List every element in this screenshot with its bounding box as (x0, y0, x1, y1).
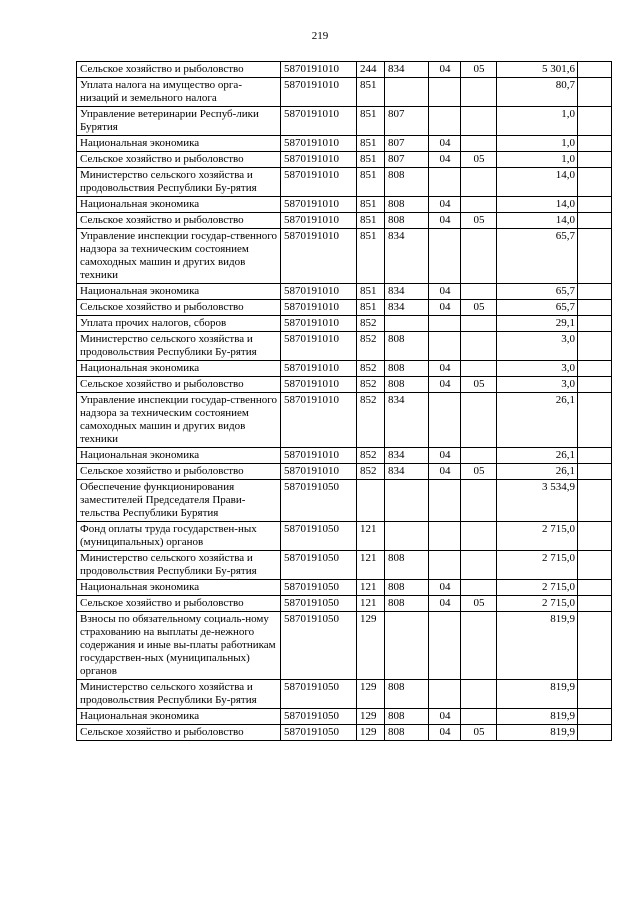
row-section: 04 (429, 300, 461, 316)
row-amount: 2 715,0 (497, 596, 578, 612)
table-row (77, 480, 612, 522)
row-ministry-code: 808 (385, 213, 429, 229)
table-row (77, 448, 612, 464)
table-row (77, 152, 612, 168)
row-target-code: 5870191010 (281, 448, 357, 464)
row-subsection (461, 107, 497, 136)
budget-table (76, 61, 612, 741)
row-target-code: 5870191010 (281, 361, 357, 377)
row-name: Уплата прочих налогов, сборов (77, 316, 281, 332)
row-name: Сельское хозяйство и рыболовство (77, 152, 281, 168)
table-row (77, 361, 612, 377)
row-expense-type: 852 (357, 393, 385, 448)
row-subsection: 05 (461, 62, 497, 78)
row-section (429, 78, 461, 107)
row-expense-type: 121 (357, 551, 385, 580)
row-amount: 1,0 (497, 136, 578, 152)
table-row (77, 680, 612, 709)
row-expense-type: 852 (357, 448, 385, 464)
table-row (77, 551, 612, 580)
row-amount: 2 715,0 (497, 580, 578, 596)
row-target-code: 5870191010 (281, 213, 357, 229)
row-empty-cell (578, 725, 612, 741)
row-section (429, 393, 461, 448)
row-subsection (461, 332, 497, 361)
row-amount: 2 715,0 (497, 551, 578, 580)
row-ministry-code: 834 (385, 393, 429, 448)
row-ministry-code (385, 522, 429, 551)
row-expense-type: 851 (357, 300, 385, 316)
row-target-code: 5870191010 (281, 464, 357, 480)
row-section (429, 229, 461, 284)
row-section: 04 (429, 464, 461, 480)
row-name: Управление ветеринарии Респуб-лики Бурятия (77, 107, 281, 136)
table-row (77, 229, 612, 284)
row-subsection (461, 709, 497, 725)
row-expense-type: 129 (357, 612, 385, 680)
row-section (429, 522, 461, 551)
row-ministry-code: 808 (385, 709, 429, 725)
row-name: Сельское хозяйство и рыболовство (77, 300, 281, 316)
row-amount: 2 715,0 (497, 522, 578, 551)
row-expense-type: 852 (357, 332, 385, 361)
row-target-code: 5870191050 (281, 596, 357, 612)
row-amount: 1,0 (497, 152, 578, 168)
row-empty-cell (578, 361, 612, 377)
page-number: 219 (311, 30, 329, 42)
row-target-code: 5870191050 (281, 709, 357, 725)
row-section: 04 (429, 136, 461, 152)
row-empty-cell (578, 136, 612, 152)
row-subsection (461, 580, 497, 596)
row-subsection: 05 (461, 464, 497, 480)
row-name: Фонд оплаты труда государствен-ных (муниципальных) органов (77, 522, 281, 551)
table-row (77, 300, 612, 316)
row-target-code: 5870191050 (281, 522, 357, 551)
table-row (77, 393, 612, 448)
row-target-code: 5870191010 (281, 152, 357, 168)
row-amount: 3,0 (497, 361, 578, 377)
row-subsection (461, 197, 497, 213)
table-row (77, 197, 612, 213)
row-ministry-code: 834 (385, 448, 429, 464)
row-amount: 14,0 (497, 168, 578, 197)
row-name: Сельское хозяйство и рыболовство (77, 725, 281, 741)
row-ministry-code: 808 (385, 332, 429, 361)
row-expense-type: 851 (357, 78, 385, 107)
row-target-code: 5870191010 (281, 332, 357, 361)
row-expense-type: 851 (357, 197, 385, 213)
row-ministry-code: 808 (385, 168, 429, 197)
row-amount: 819,9 (497, 612, 578, 680)
row-amount: 14,0 (497, 213, 578, 229)
table-row (77, 213, 612, 229)
table-row (77, 168, 612, 197)
row-amount: 819,9 (497, 725, 578, 741)
row-name: Сельское хозяйство и рыболовство (77, 596, 281, 612)
row-target-code: 5870191050 (281, 680, 357, 709)
row-expense-type: 852 (357, 316, 385, 332)
row-target-code: 5870191010 (281, 78, 357, 107)
row-amount: 29,1 (497, 316, 578, 332)
row-expense-type: 851 (357, 213, 385, 229)
row-subsection: 05 (461, 300, 497, 316)
table-row (77, 709, 612, 725)
row-name: Национальная экономика (77, 197, 281, 213)
table-row (77, 107, 612, 136)
row-expense-type: 851 (357, 229, 385, 284)
row-expense-type: 852 (357, 361, 385, 377)
row-expense-type: 121 (357, 596, 385, 612)
row-section: 04 (429, 580, 461, 596)
row-empty-cell (578, 393, 612, 448)
table-row (77, 377, 612, 393)
row-target-code: 5870191010 (281, 229, 357, 284)
row-empty-cell (578, 284, 612, 300)
row-ministry-code (385, 78, 429, 107)
row-expense-type: 851 (357, 152, 385, 168)
row-target-code: 5870191010 (281, 316, 357, 332)
row-empty-cell (578, 551, 612, 580)
row-target-code: 5870191010 (281, 136, 357, 152)
row-target-code: 5870191050 (281, 480, 357, 522)
table-row (77, 464, 612, 480)
row-target-code: 5870191050 (281, 580, 357, 596)
row-target-code: 5870191050 (281, 725, 357, 741)
row-name: Министерство сельского хозяйства и продовольствия Республики Бу-рятия (77, 551, 281, 580)
row-name: Национальная экономика (77, 284, 281, 300)
row-empty-cell (578, 464, 612, 480)
row-section: 04 (429, 725, 461, 741)
row-subsection (461, 229, 497, 284)
row-target-code: 5870191010 (281, 284, 357, 300)
row-section: 04 (429, 213, 461, 229)
row-section: 04 (429, 284, 461, 300)
row-subsection (461, 168, 497, 197)
row-expense-type: 851 (357, 107, 385, 136)
row-ministry-code: 808 (385, 197, 429, 213)
row-expense-type: 851 (357, 136, 385, 152)
row-ministry-code: 834 (385, 229, 429, 284)
row-subsection (461, 680, 497, 709)
row-name: Министерство сельского хозяйства и продовольствия Республики Бу-рятия (77, 168, 281, 197)
row-subsection (461, 284, 497, 300)
row-ministry-code: 808 (385, 361, 429, 377)
row-name: Национальная экономика (77, 580, 281, 596)
row-empty-cell (578, 580, 612, 596)
row-empty-cell (578, 78, 612, 107)
row-name: Сельское хозяйство и рыболовство (77, 213, 281, 229)
row-section (429, 107, 461, 136)
row-amount: 14,0 (497, 197, 578, 213)
row-ministry-code: 808 (385, 725, 429, 741)
row-name: Национальная экономика (77, 361, 281, 377)
table-row (77, 284, 612, 300)
row-ministry-code: 807 (385, 152, 429, 168)
row-name: Министерство сельского хозяйства и продовольствия Республики Бу-рятия (77, 680, 281, 709)
row-section (429, 551, 461, 580)
row-target-code: 5870191010 (281, 107, 357, 136)
row-amount: 1,0 (497, 107, 578, 136)
row-subsection (461, 448, 497, 464)
row-target-code: 5870191010 (281, 393, 357, 448)
row-subsection (461, 136, 497, 152)
row-target-code: 5870191050 (281, 612, 357, 680)
row-expense-type: 852 (357, 377, 385, 393)
row-section: 04 (429, 62, 461, 78)
row-empty-cell (578, 107, 612, 136)
row-name: Национальная экономика (77, 709, 281, 725)
row-amount: 819,9 (497, 680, 578, 709)
row-amount: 65,7 (497, 229, 578, 284)
row-section: 04 (429, 448, 461, 464)
row-section: 04 (429, 377, 461, 393)
row-amount: 26,1 (497, 464, 578, 480)
row-name: Национальная экономика (77, 448, 281, 464)
row-ministry-code: 808 (385, 377, 429, 393)
row-subsection (461, 361, 497, 377)
row-name: Сельское хозяйство и рыболовство (77, 62, 281, 78)
row-target-code: 5870191050 (281, 551, 357, 580)
row-ministry-code (385, 316, 429, 332)
row-empty-cell (578, 596, 612, 612)
table-row (77, 136, 612, 152)
row-empty-cell (578, 213, 612, 229)
row-empty-cell (578, 197, 612, 213)
row-subsection: 05 (461, 213, 497, 229)
row-name: Обеспечение функционирования заместителей Председателя Прави-тельства Республики Бурятия (77, 480, 281, 522)
row-empty-cell (578, 316, 612, 332)
row-subsection (461, 612, 497, 680)
row-section (429, 680, 461, 709)
row-ministry-code: 808 (385, 551, 429, 580)
row-empty-cell (578, 612, 612, 680)
row-subsection (461, 393, 497, 448)
row-expense-type: 121 (357, 580, 385, 596)
row-name: Сельское хозяйство и рыболовство (77, 464, 281, 480)
row-empty-cell (578, 680, 612, 709)
row-amount: 65,7 (497, 300, 578, 316)
row-expense-type: 244 (357, 62, 385, 78)
row-name: Сельское хозяйство и рыболовство (77, 377, 281, 393)
row-name: Министерство сельского хозяйства и продовольствия Республики Бу-рятия (77, 332, 281, 361)
row-expense-type: 129 (357, 680, 385, 709)
row-subsection (461, 316, 497, 332)
row-empty-cell (578, 152, 612, 168)
table-row (77, 332, 612, 361)
row-section: 04 (429, 197, 461, 213)
row-ministry-code: 807 (385, 107, 429, 136)
row-expense-type: 851 (357, 284, 385, 300)
row-subsection: 05 (461, 152, 497, 168)
row-target-code: 5870191010 (281, 300, 357, 316)
row-subsection: 05 (461, 596, 497, 612)
row-ministry-code: 808 (385, 596, 429, 612)
row-empty-cell (578, 168, 612, 197)
row-section (429, 332, 461, 361)
row-amount: 65,7 (497, 284, 578, 300)
row-section (429, 316, 461, 332)
table-row (77, 612, 612, 680)
table-row (77, 596, 612, 612)
table-row (77, 522, 612, 551)
row-expense-type: 129 (357, 725, 385, 741)
row-expense-type: 121 (357, 522, 385, 551)
row-empty-cell (578, 377, 612, 393)
row-ministry-code: 808 (385, 580, 429, 596)
row-section (429, 168, 461, 197)
row-ministry-code (385, 480, 429, 522)
row-ministry-code: 807 (385, 136, 429, 152)
row-expense-type: 129 (357, 709, 385, 725)
row-amount: 3,0 (497, 332, 578, 361)
row-target-code: 5870191010 (281, 62, 357, 78)
row-subsection (461, 522, 497, 551)
row-target-code: 5870191010 (281, 377, 357, 393)
row-name: Национальная экономика (77, 136, 281, 152)
row-name: Управление инспекции государ-ственного надзора за техническим состоянием самоходных машин и других видов техники (77, 229, 281, 284)
row-section (429, 480, 461, 522)
row-empty-cell (578, 709, 612, 725)
row-ministry-code: 834 (385, 284, 429, 300)
row-empty-cell (578, 332, 612, 361)
row-amount: 3,0 (497, 377, 578, 393)
row-section: 04 (429, 152, 461, 168)
row-name: Управление инспекции государ-ственного надзора за техническим состоянием самоходных машин и других видов техники (77, 393, 281, 448)
row-empty-cell (578, 229, 612, 284)
row-section: 04 (429, 596, 461, 612)
row-amount: 80,7 (497, 78, 578, 107)
row-target-code: 5870191010 (281, 197, 357, 213)
row-subsection (461, 551, 497, 580)
row-empty-cell (578, 480, 612, 522)
row-subsection: 05 (461, 377, 497, 393)
row-empty-cell (578, 300, 612, 316)
row-name: Взносы по обязательному социаль-ному страхованию на выплаты де-нежного содержания и иные вы-платы работникам государствен-ных (муниципальных) органов (77, 612, 281, 680)
row-ministry-code: 808 (385, 680, 429, 709)
row-amount: 3 534,9 (497, 480, 578, 522)
table-row (77, 725, 612, 741)
row-ministry-code: 834 (385, 62, 429, 78)
row-section: 04 (429, 709, 461, 725)
row-section: 04 (429, 361, 461, 377)
row-ministry-code: 834 (385, 300, 429, 316)
row-amount: 5 301,6 (497, 62, 578, 78)
row-ministry-code: 834 (385, 464, 429, 480)
row-expense-type: 852 (357, 464, 385, 480)
row-expense-type (357, 480, 385, 522)
row-subsection (461, 480, 497, 522)
row-subsection (461, 78, 497, 107)
row-amount: 26,1 (497, 448, 578, 464)
table-row (77, 62, 612, 78)
row-amount: 819,9 (497, 709, 578, 725)
row-empty-cell (578, 62, 612, 78)
row-empty-cell (578, 448, 612, 464)
table-row (77, 316, 612, 332)
row-expense-type: 851 (357, 168, 385, 197)
table-row (77, 580, 612, 596)
row-target-code: 5870191010 (281, 168, 357, 197)
row-subsection: 05 (461, 725, 497, 741)
row-empty-cell (578, 522, 612, 551)
table-row (77, 78, 612, 107)
row-name: Уплата налога на имущество орга-низаций и земельного налога (77, 78, 281, 107)
row-amount: 26,1 (497, 393, 578, 448)
row-ministry-code (385, 612, 429, 680)
row-section (429, 612, 461, 680)
